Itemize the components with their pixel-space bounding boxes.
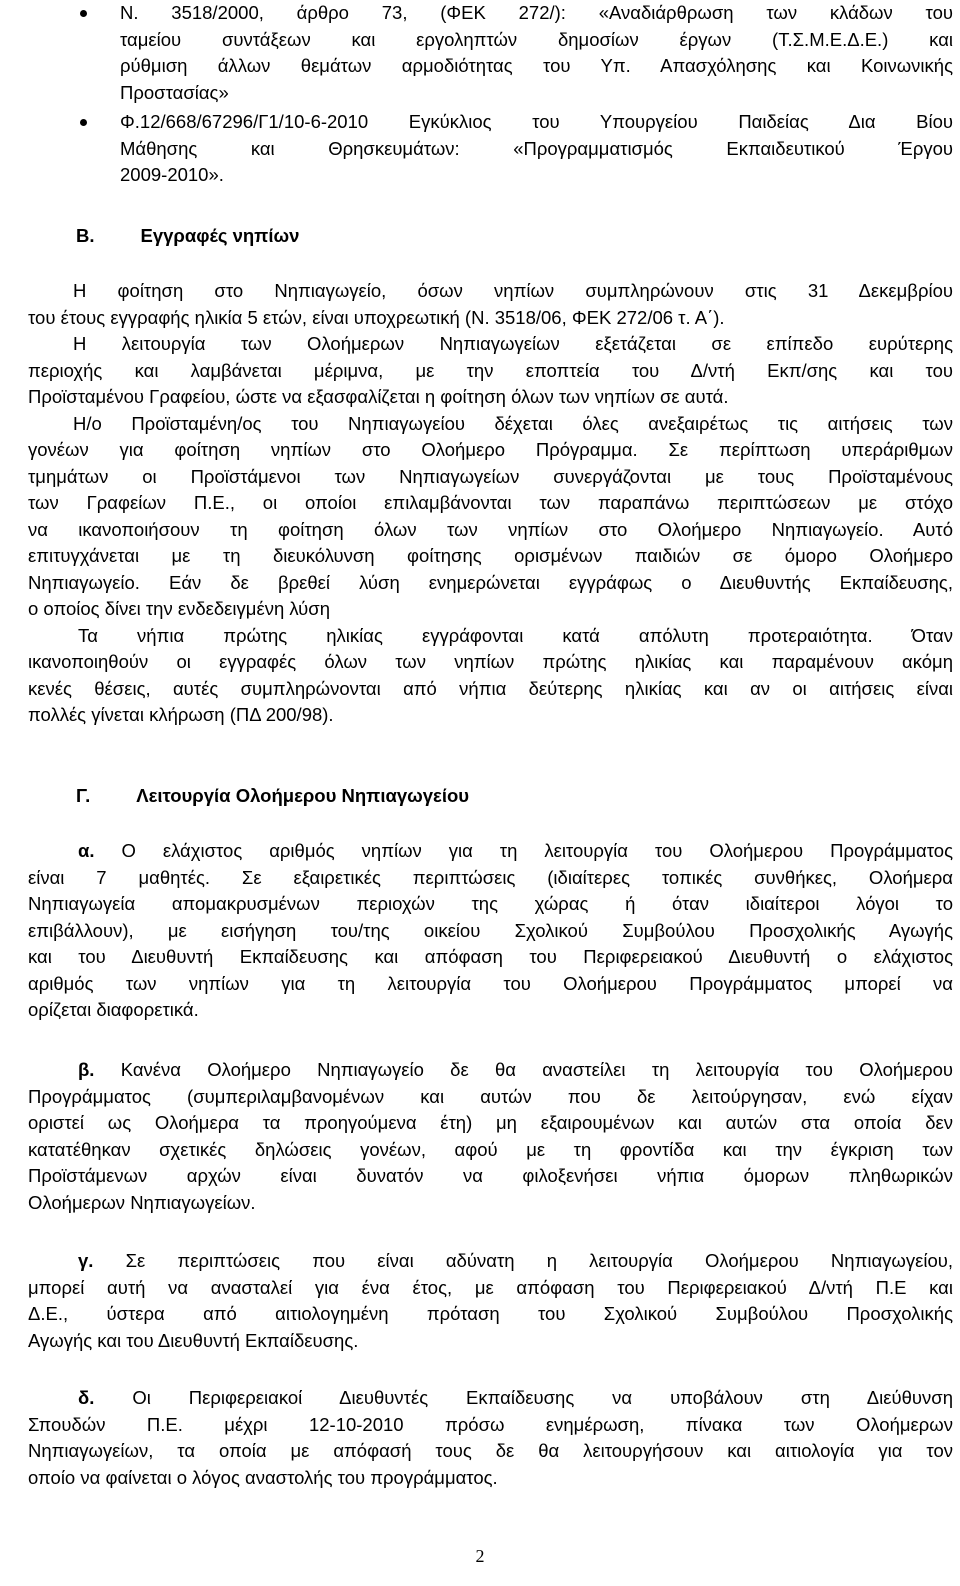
text-line: Αγωγής και του Διευθυντή Εκπαίδευσης.	[28, 1329, 359, 1351]
text-line: Μάθησης και Θρησκευμάτων: «Προγραμματισμός Εκπαιδευτικού Έργου	[120, 137, 953, 159]
text-line: είναι 7 μαθητές. Σε εξαιρετικές περιπτώσεις (ιδιαίτερες τοπικές συνθήκες, Ολοήμερα	[28, 866, 953, 888]
text-line: Ολοήμερων Νηπιαγωγείων.	[28, 1191, 256, 1213]
text-line	[28, 838, 953, 865]
section-title: Λειτουργία Ολοήμερου Νηπιαγωγείου	[136, 785, 470, 806]
text-line: επιβάλλουν), με εισήγηση του/της οικείου Σχολικού Συμβούλου Προσχολικής Αγωγής	[28, 919, 953, 941]
text-line	[28, 1385, 953, 1412]
text-line	[28, 1057, 953, 1084]
item-label: δ.	[78, 1387, 95, 1408]
text-line: των Γραφείων Π.Ε., οι οποίοι επιλαμβάνονται των παραπάνω περιπτώσεων με στόχο	[28, 492, 953, 513]
text-line: ταμείου συντάξεων και εργοληπτών δημοσίων έργων (Τ.Σ.Μ.Ε.Δ.Ε.) και	[120, 28, 953, 50]
reference-item-1	[0, 0, 953, 106]
item-label: α.	[78, 840, 95, 861]
text-line: οποίο να φαίνεται ο λόγος αναστολής του προγράμματος.	[28, 1466, 498, 1488]
page-number: 2	[475, 1546, 485, 1566]
text-line: Η φοίτηση στο Νηπιαγωγείο, όσων νηπίων συμπληρώνουν στις 31 Δεκεμβρίου	[73, 280, 953, 301]
text-line: του έτους εγγραφής ηλικία 5 ετών, είναι υποχρεωτική (Ν. 3518/06, ΦΕΚ 272/06 τ. Α΄).	[28, 306, 725, 328]
section-b-body	[28, 278, 953, 729]
text-line: Φ.12/668/67296/Γ1/10-6-2010 Εγκύκλιος του Υπουργείου Παιδείας Δια Βίου	[120, 111, 953, 132]
item-first-line: Οι Περιφερειακοί Διευθυντές Εκπαίδευσης να υποβάλουν στη Διεύθυνση	[132, 1387, 953, 1408]
text-line: πολλές γίνεται κλήρωση (ΠΔ 200/98).	[28, 704, 334, 725]
section-c-item-c	[28, 1248, 953, 1354]
text-line: επιτυγχάνεται με τη διευκόλυνση φοίτησης ορισμένων παιδιών σε όμορο Ολοήμερο	[28, 545, 953, 566]
text-line: Σπουδών Π.Ε. μέχρι 12-10-2010 πρόσω ενημέρωση, πίνακα των Ολοήμερων	[28, 1413, 953, 1435]
text-line: ορίζεται διαφορετικά.	[28, 999, 199, 1020]
item-label: β.	[78, 1059, 95, 1080]
text-line: και του Διευθυντή Εκπαίδευσης και απόφαση του Περιφερειακού Διευθυντή ο ελάχιστος	[28, 946, 953, 967]
section-c-heading	[76, 783, 676, 810]
bullet-icon	[80, 119, 87, 126]
reference-item-2	[0, 109, 953, 189]
text-line: 2009-2010».	[120, 164, 224, 185]
section-letter: Β.	[76, 225, 95, 246]
section-c-item-d	[28, 1385, 953, 1491]
text-line: Νηπιαγωγείων, τα οποία με απόφασή τους δε θα λειτουργήσουν και αιτιολογία για τον	[28, 1440, 953, 1461]
text-line: περιοχής και λαμβάνεται μέριμνα, με την εποπτεία του Δ/ντή Εκπ/σης και του	[28, 359, 953, 381]
text-line: Προγράμματος (συμπεριλαμβανομένων και αυτών που δε λειτούργησαν, ενώ είχαν	[28, 1085, 953, 1107]
text-line: Ν. 3518/2000, άρθρο 73, (ΦΕΚ 272/): «Αναδιάρθρωση των κλάδων του	[120, 2, 953, 23]
text-line: Προϊσταμένου Γραφείου, ώστε να εξασφαλίζεται η φοίτηση όλων των νηπίων σε αυτά.	[28, 386, 729, 407]
text-line: να ικανοποιήσουν τη φοίτηση όλων των νηπίων στο Ολοήμερο Νηπιαγωγείο. Αυτό	[28, 518, 953, 540]
section-c-item-b	[28, 1057, 953, 1216]
text-line: οριστεί ως Ολοήμερα τα προηγούμενα έτη) μη εξαιρουμένων και αυτών στα οποία δεν	[28, 1112, 953, 1133]
text-line: Προϊστάμενων αρχών είναι δυνατόν να φιλοξενήσει νήπια όμορων πληθωρικών	[28, 1165, 953, 1186]
text-line: κενές θέσεις, αυτές συμπληρώνονται από νήπια δεύτερης ηλικίας και αν οι αιτήσεις είναι	[28, 677, 953, 699]
reference-list	[0, 0, 953, 189]
item-first-line: Κανένα Ολοήμερο Νηπιαγωγείο δε θα αναστείλει τη λειτουργία του Ολοήμερου	[120, 1059, 953, 1080]
section-title: Εγγραφές νηπίων	[140, 225, 300, 246]
text-line	[28, 1248, 953, 1275]
text-line: ρύθμιση άλλων θεμάτων αρμοδιότητας του Υπ. Απασχόλησης και Κοινωνικής	[120, 55, 953, 76]
item-first-line: Ο ελάχιστος αριθμός νηπίων για τη λειτουργία του Ολοήμερου Προγράμματος	[121, 840, 953, 861]
text-line: Η/ο Προϊσταμένη/ος του Νηπιαγωγείου δέχεται όλες ανεξαιρέτως τις αιτήσεις των	[73, 412, 953, 434]
text-line: κατατέθηκαν σχετικές δηλώσεις γονέων, αφού με τη φροντίδα και την έγκριση των	[28, 1138, 953, 1160]
text-line: Τα νήπια πρώτης ηλικίας εγγράφονται κατά απόλυτη προτεραιότητα. Όταν	[78, 624, 953, 646]
section-b-heading	[76, 223, 576, 250]
text-line: ο οποίος δίνει την ενδεδειγμένη λύση	[28, 598, 331, 619]
text-line: τμημάτων οι Προϊστάμενοι των Νηπιαγωγείων συνεργάζονται με τους Προϊσταμένους	[28, 465, 953, 487]
section-letter: Γ.	[76, 785, 91, 806]
text-line: Η λειτουργία των Ολοήμερων Νηπιαγωγείων εξετάζεται σε επίπεδο ευρύτερης	[73, 333, 953, 354]
text-line: Νηπιαγωγεία απομακρυσμένων περιοχών της χώρας ή όταν ιδιαίτεροι λόγοι το	[28, 893, 953, 914]
text-line: Νηπιαγωγείο. Εάν δε βρεθεί λύση ενημερώνεται εγγράφως ο Διευθυντής Εκπαίδευσης,	[28, 571, 953, 593]
item-first-line: Σε περιπτώσεις που είναι αδύνατη η λειτουργία Ολοήμερου Νηπιαγωγείου,	[125, 1250, 953, 1271]
bullet-icon	[80, 10, 87, 17]
text-line: γονέων για φοίτηση νηπίων στο Ολοήμερο Πρόγραμμα. Σε περίπτωση υπεράριθμων	[28, 439, 953, 460]
section-c-item-a	[28, 838, 953, 1024]
text-line: αριθμός των νηπίων για τη λειτουργία του Ολοήμερου Προγράμματος μπορεί να	[28, 972, 953, 994]
text-line: ικανοποιηθούν οι εγγραφές όλων των νηπίων πρώτης ηλικίας και παραμένουν ακόμη	[28, 651, 953, 672]
text-line: Δ.Ε., ύστερα από αιτιολογημένη πρόταση του Σχολικού Συμβούλου Προσχολικής	[28, 1303, 953, 1324]
item-label: γ.	[78, 1250, 94, 1271]
text-line: μπορεί αυτή να ανασταλεί για ένα έτος, με απόφαση του Περιφερειακού Δ/ντή Π.Ε και	[28, 1276, 953, 1298]
text-line: Προστασίας»	[120, 81, 229, 103]
